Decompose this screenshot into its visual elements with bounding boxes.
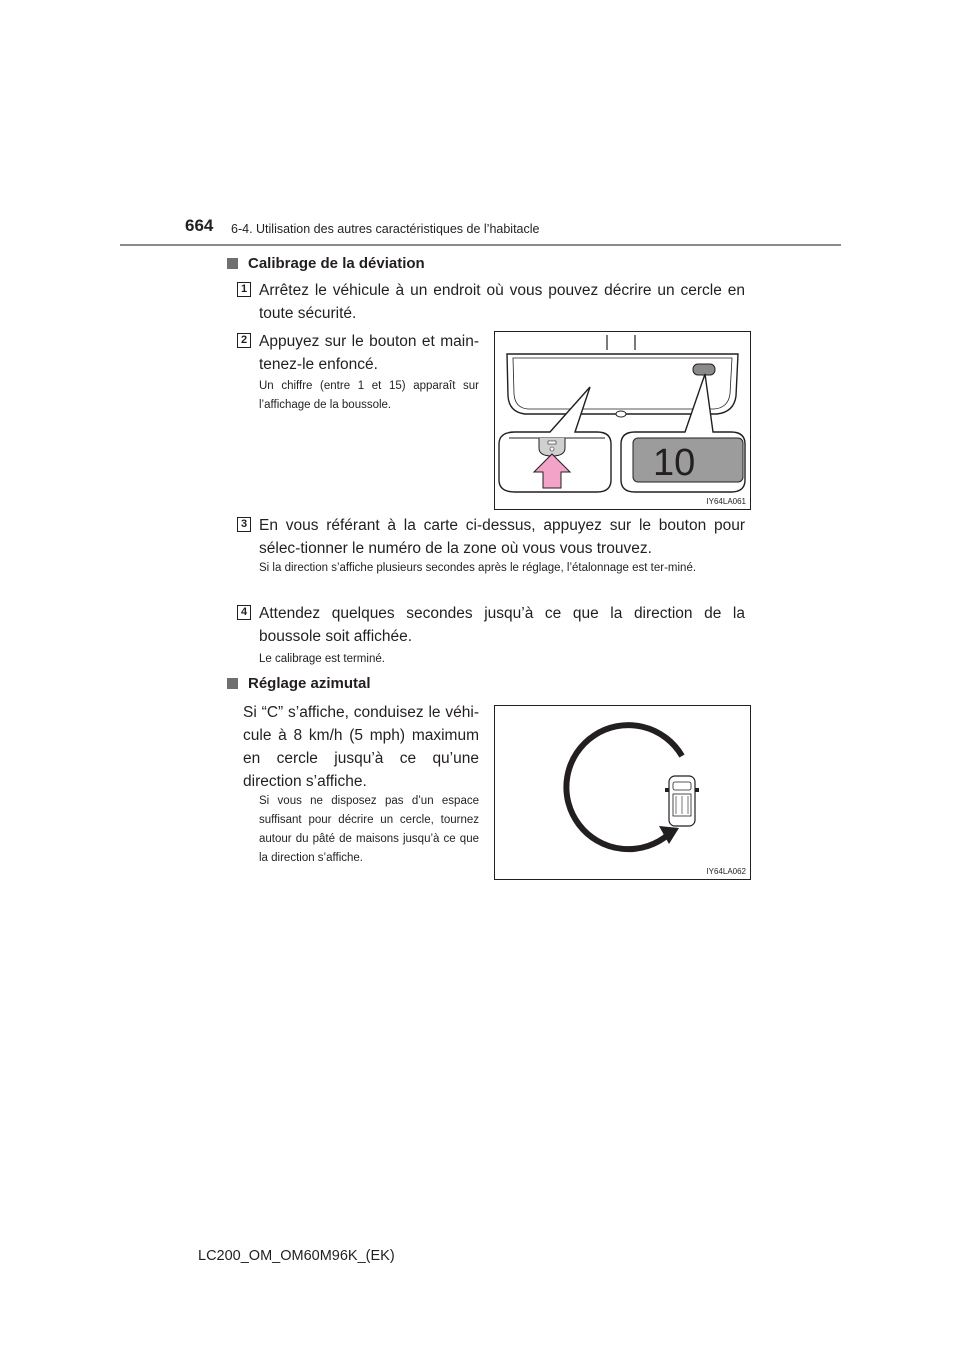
bullet-square-icon: [227, 678, 238, 689]
figure-1-label: IY64LA061: [706, 497, 746, 506]
circle-drive-figure: [494, 705, 751, 880]
step-number-1: 1: [237, 282, 251, 297]
step-number-3: 3: [237, 517, 251, 532]
step-3-text: En vous référant à la carte ci-dessus, appuyez sur le bouton pour sélec-tionner le numéro de la zone où vous vous trouvez.: [259, 517, 745, 557]
figure-2-label: IY64LA062: [706, 867, 746, 876]
section-heading-azimuth: [227, 675, 371, 692]
step-4-note: Le calibrage est terminé.: [259, 653, 385, 665]
section-title: 6-4. Utilisation des autres caractéristiques de l’habitacle: [231, 222, 540, 236]
azimuth-text: Si “C” s’affiche, conduisez le véhi-cule à 8 km/h (5 mph) maximum en cercle jusqu’à ce qu’une direction s’affiche.: [243, 704, 479, 790]
step-number-2: 2: [237, 333, 251, 348]
step-number-4: 4: [237, 605, 251, 620]
bullet-square-icon: [227, 258, 238, 269]
step-4-text: Attendez quelques secondes jusqu’à ce que la direction de la boussole soit affichée.: [259, 605, 745, 645]
header-rule: [120, 244, 841, 246]
step-1-text: Arrêtez le véhicule à un endroit où vous pouvez décrire un cercle en toute sécurité.: [259, 282, 745, 322]
heading-text: Réglage azimutal: [248, 675, 371, 692]
azimuth-note: Si vous ne disposez pas d’un espace suffisant pour décrire un cercle, tournez autour du pâté de maisons jusqu’à ce que la direction s’affiche.: [259, 795, 479, 864]
heading-text: Calibrage de la déviation: [248, 255, 425, 272]
step-2-note: Un chiffre (entre 1 et 15) apparaît sur l’affichage de la boussole.: [259, 380, 479, 411]
section-heading-calibration: [227, 255, 425, 272]
step-3-note: Si la direction s’affiche plusieurs secondes après le réglage, l’étalonnage est ter-miné.: [259, 562, 697, 574]
step-2-text: Appuyez sur le bouton et main-tenez-le enfoncé.: [259, 333, 479, 373]
mirror-button-figure: [494, 331, 751, 510]
circle-drive-illustration: [495, 706, 750, 879]
mirror-illustration: [495, 332, 750, 509]
page-number: 664: [185, 216, 214, 235]
car-icon: [665, 776, 699, 826]
document-code: LC200_OM_OM60M96K_(EK): [198, 1248, 395, 1264]
compass-display-value: 10: [653, 442, 696, 484]
